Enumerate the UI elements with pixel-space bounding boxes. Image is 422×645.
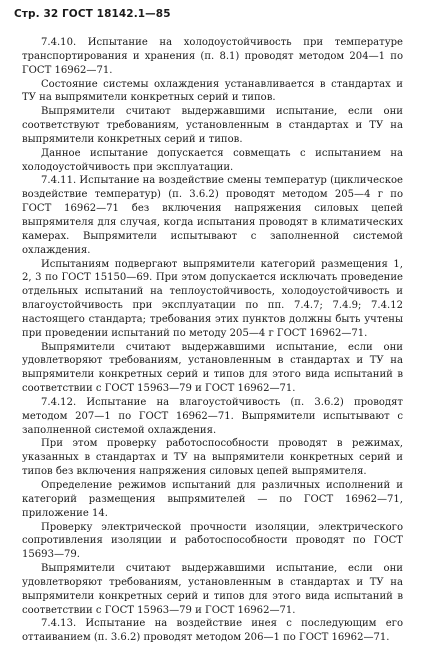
paragraph-7-4-11: 7.4.11. Испытание на воздействие смены температур (циклическое воздействие температур) (п. 3.6.2) проводят методом 205—4 г по ГОСТ 16962—71 без включения напряжения силовых цепей выпрямителя для случая, когда испытания проводят в климатических камерах. Выпрямители испытывают с заполненной системой охлаждения. <box>22 175 403 256</box>
paragraph-combine-test: Данное испытание допускается совмещать с испытанием на холодоустойчивость при эксплуатации. <box>22 147 403 173</box>
paragraph-7-4-13: 7.4.13. Испытание на воздействие инея с последующим его оттаиванием (п. 3.6.2) проводят методом 206—1 по ГОСТ 16962—71. <box>22 618 403 644</box>
paragraph-pass-criteria-3: Выпрямители считают выдержавшими испытание, если они удовлетворяют требованиям, установленным в стандартах и ТУ на выпрямители конкретных серий и типов для этого вида испытаний в соответствии с ГОСТ 15963—79 и ГОСТ 16962—71. <box>22 563 403 616</box>
paragraph-operability-check: При этом проверку работоспособности проводят в режимах, указанных в стандартах и ТУ на выпрямители конкретных серий и типов без включения напряжения силовых цепей выпрямителя. <box>22 438 403 478</box>
paragraph-pass-criteria-2: Выпрямители считают выдержавшими испытание, если они удовлетворяют требованиям, установленным в стандартах и ТУ на выпрямители конкретных серий и типов для этого вида испытаний в соответствии с ГОСТ 15963—79 и ГОСТ 16962—71. <box>22 341 403 395</box>
paragraph-7-4-12: 7.4.12. Испытание на влагоустойчивость (п. 3.6.2) проводят методом 207—1 по ГОСТ 16962—71. Выпрямители испытывают с заполненной системой охлаждения. <box>22 396 403 436</box>
paragraph-7-4-10: 7.4.10. Испытание на холодоустойчивость при температуре транспортирования и хранения (п. 8.1) проводят методом 204—1 по ГОСТ 16962—71. <box>22 37 403 76</box>
page-header: Стр. 32 ГОСТ 18142.1—85 <box>14 8 171 20</box>
paragraph-cooling-state: Состояние системы охлаждения устанавливается в стандартах и ТУ на выпрямители конкретных серий и типов. <box>22 78 403 104</box>
paragraph-pass-criteria: Выпрямители считают выдержавшими испытание, если они соответствуют требованиям, установленным в стандартах и ТУ на выпрямители конкретных серий и типов. <box>22 106 403 145</box>
paragraph-test-modes: Определение режимов испытаний для различных исполнений и категорий размещения выпрямителей — по ГОСТ 16962—71, приложение 14. <box>22 480 403 519</box>
document-body <box>22 36 403 645</box>
paragraph-placement-categories: Испытаниям подвергают выпрямители категорий размещения 1, 2, 3 по ГОСТ 15150—69. При этом допускается исключать проведение отдельных испытаний на теплоустойчивость, холодоустойчивость и влагоустойчивость при эксплуатации по пп. 7.4.7; 7.4.9; 7.4.12 настоящего стандарта; требования этих пунктов должны быть учтены при проведении испытаний по методу 205—4 г ГОСТ 16962—71. <box>22 258 403 339</box>
paragraph-insulation-check: Проверку электрической прочности изоляции, электрического сопротивления изоляции и работоспособности проводят по ГОСТ 15693—79. <box>22 521 403 561</box>
